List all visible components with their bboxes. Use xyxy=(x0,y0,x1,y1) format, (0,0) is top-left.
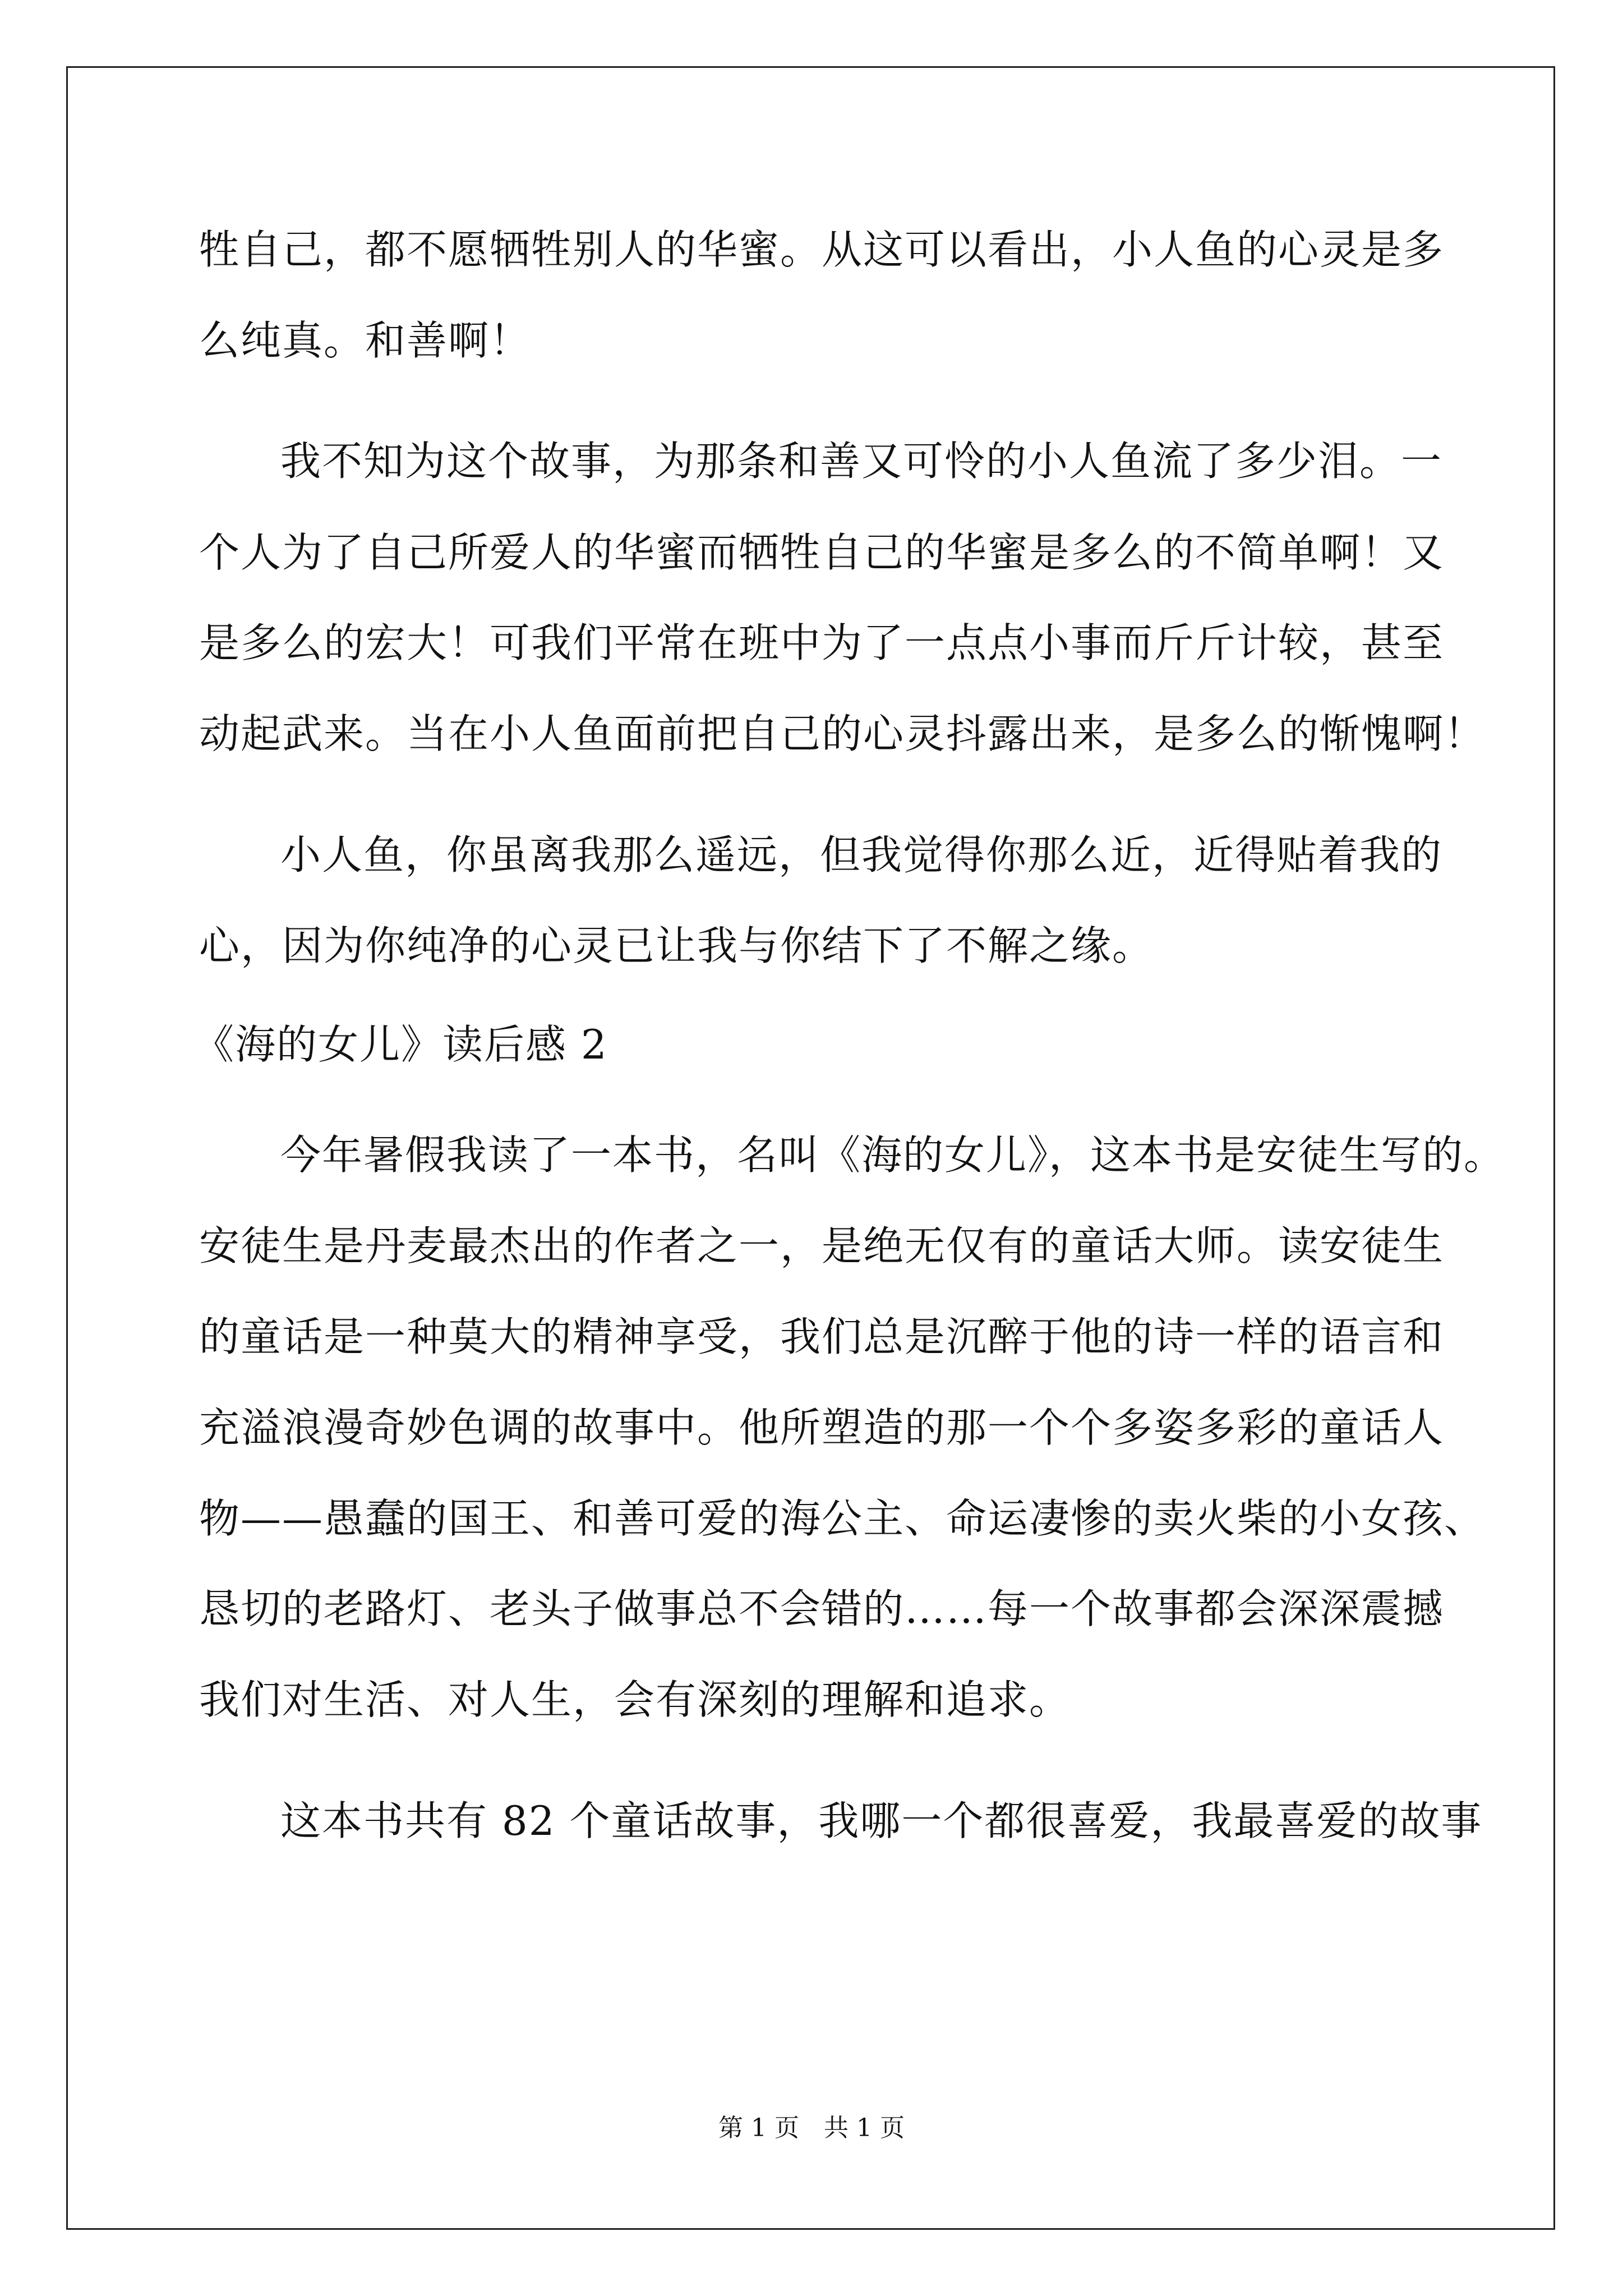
text-line: 小人鱼，你虽离我那么遥远，但我觉得你那么近，近得贴着我的 xyxy=(280,831,1443,878)
text-line: 物——愚蠢的国王、和善可爱的海公主、命运凄惨的卖火柴的小女孩、 xyxy=(199,1495,1486,1542)
text-line: 我不知为这个故事，为那条和善又可怜的小人鱼流了多少泪。一 xyxy=(280,438,1443,485)
text-line: 的童话是一种莫大的精神享受，我们总是沉醉于他的诗一样的语言和 xyxy=(199,1313,1445,1360)
text-line: 充溢浪漫奇妙色调的故事中。他所塑造的那一个个多姿多彩的童话人 xyxy=(199,1404,1445,1451)
text-line: 动起武来。当在小人鱼面前把自己的心灵抖露出来，是多么的惭愧啊！ xyxy=(199,710,1486,757)
text-line: 是多么的宏大！可我们平常在班中为了一点点小事而斤斤计较，甚至 xyxy=(199,619,1445,666)
text-line: 个人为了自己所爱人的华蜜而牺牲自己的华蜜是多么的不简单啊！又 xyxy=(199,529,1445,576)
text-line: 么纯真。和善啊！ xyxy=(199,317,532,364)
text-line: 我们对生活、对人生，会有深刻的理解和追求。 xyxy=(199,1676,1071,1723)
section-title: 《海的女儿》读后感 2 xyxy=(193,1021,608,1068)
page-footer: 第 1 页 共 1 页 xyxy=(718,2114,905,2142)
text-line: 牲自己，都不愿牺牲别人的华蜜。从这可以看出，小人鱼的心灵是多 xyxy=(199,226,1445,273)
text-line: 今年暑假我读了一本书，名叫《海的女儿》，这本书是安徒生写的。 xyxy=(280,1131,1506,1179)
text-line: 安徒生是丹麦最杰出的作者之一，是绝无仅有的童话大师。读安徒生 xyxy=(199,1222,1445,1269)
text-line: 心，因为你纯净的心灵已让我与你结下了不解之缘。 xyxy=(199,922,1154,969)
text-line: 恳切的老路灯、老头子做事总不会错的……每一个故事都会深深震撼 xyxy=(199,1585,1445,1632)
text-line: 这本书共有 82 个童话故事，我哪一个都很喜爱，我最喜爱的故事 xyxy=(280,1797,1483,1844)
